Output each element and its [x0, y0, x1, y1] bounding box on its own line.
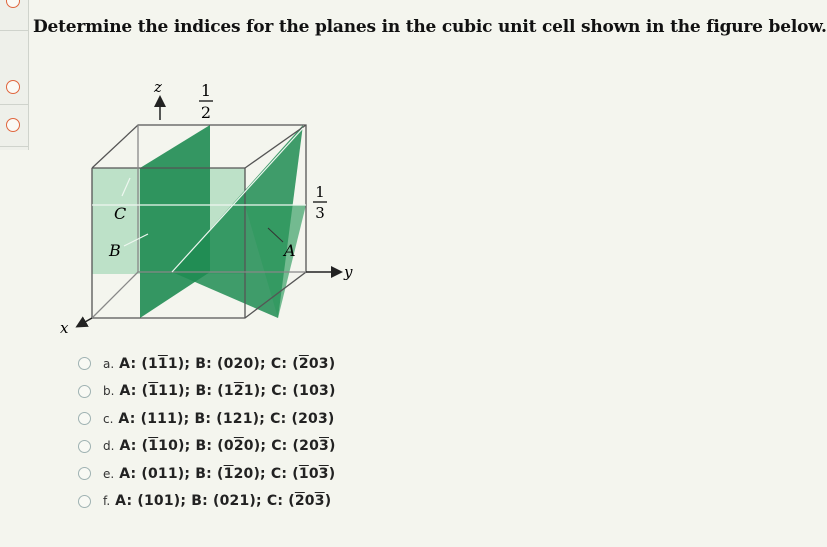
option-letter: e. — [103, 466, 115, 481]
option-c[interactable] — [78, 405, 336, 433]
plane-label-c: C — [114, 204, 127, 223]
option-letter: d. — [103, 439, 115, 454]
answer-options — [78, 350, 336, 515]
fraction-third-denominator: 3 — [315, 204, 325, 222]
option-letter: c. — [103, 411, 114, 426]
option-e[interactable] — [78, 460, 336, 488]
plane-c — [140, 125, 210, 318]
option-f[interactable] — [78, 488, 336, 516]
radio-option-d[interactable] — [78, 440, 91, 453]
option-letter: a. — [103, 356, 115, 371]
option-d[interactable] — [78, 433, 336, 461]
question-text: Determine the indices for the planes in the cubic unit cell shown in the figure below. — [33, 17, 827, 37]
x-axis-arrow — [78, 318, 92, 326]
fraction-half-numerator: 1 — [200, 81, 212, 100]
radio-option-b[interactable] — [78, 385, 91, 398]
option-b-text: A: (111); B: (121); C: (103) — [119, 383, 336, 400]
option-e-text: A: (011); B: (120); C: (103) — [119, 465, 336, 482]
option-d-text: A: (110); B: (020); C: (203) — [119, 438, 336, 455]
option-a[interactable] — [78, 350, 336, 378]
radio-option-a[interactable] — [78, 357, 91, 370]
plane-label-a: A — [284, 241, 296, 260]
option-f-text: A: (101); B: (021); C: (203) — [115, 493, 332, 510]
axis-label-x: x — [60, 319, 69, 337]
radio-option-c[interactable] — [78, 412, 91, 425]
option-c-text: A: (111); B: (121); C: (203) — [118, 410, 335, 427]
option-b[interactable] — [78, 378, 336, 406]
radio-option-e[interactable] — [78, 467, 91, 480]
option-letter: b. — [103, 384, 115, 399]
option-letter: f. — [103, 494, 111, 509]
axis-label-z: z — [154, 78, 162, 96]
axis-label-y: y — [344, 263, 353, 281]
fraction-half-denominator: 2 — [200, 103, 212, 122]
plane-label-b: B — [109, 241, 121, 260]
fraction-third-numerator: 1 — [315, 183, 325, 201]
option-a-text: A: (111); B: (020); C: (203) — [119, 355, 336, 372]
radio-option-f[interactable] — [78, 495, 91, 508]
